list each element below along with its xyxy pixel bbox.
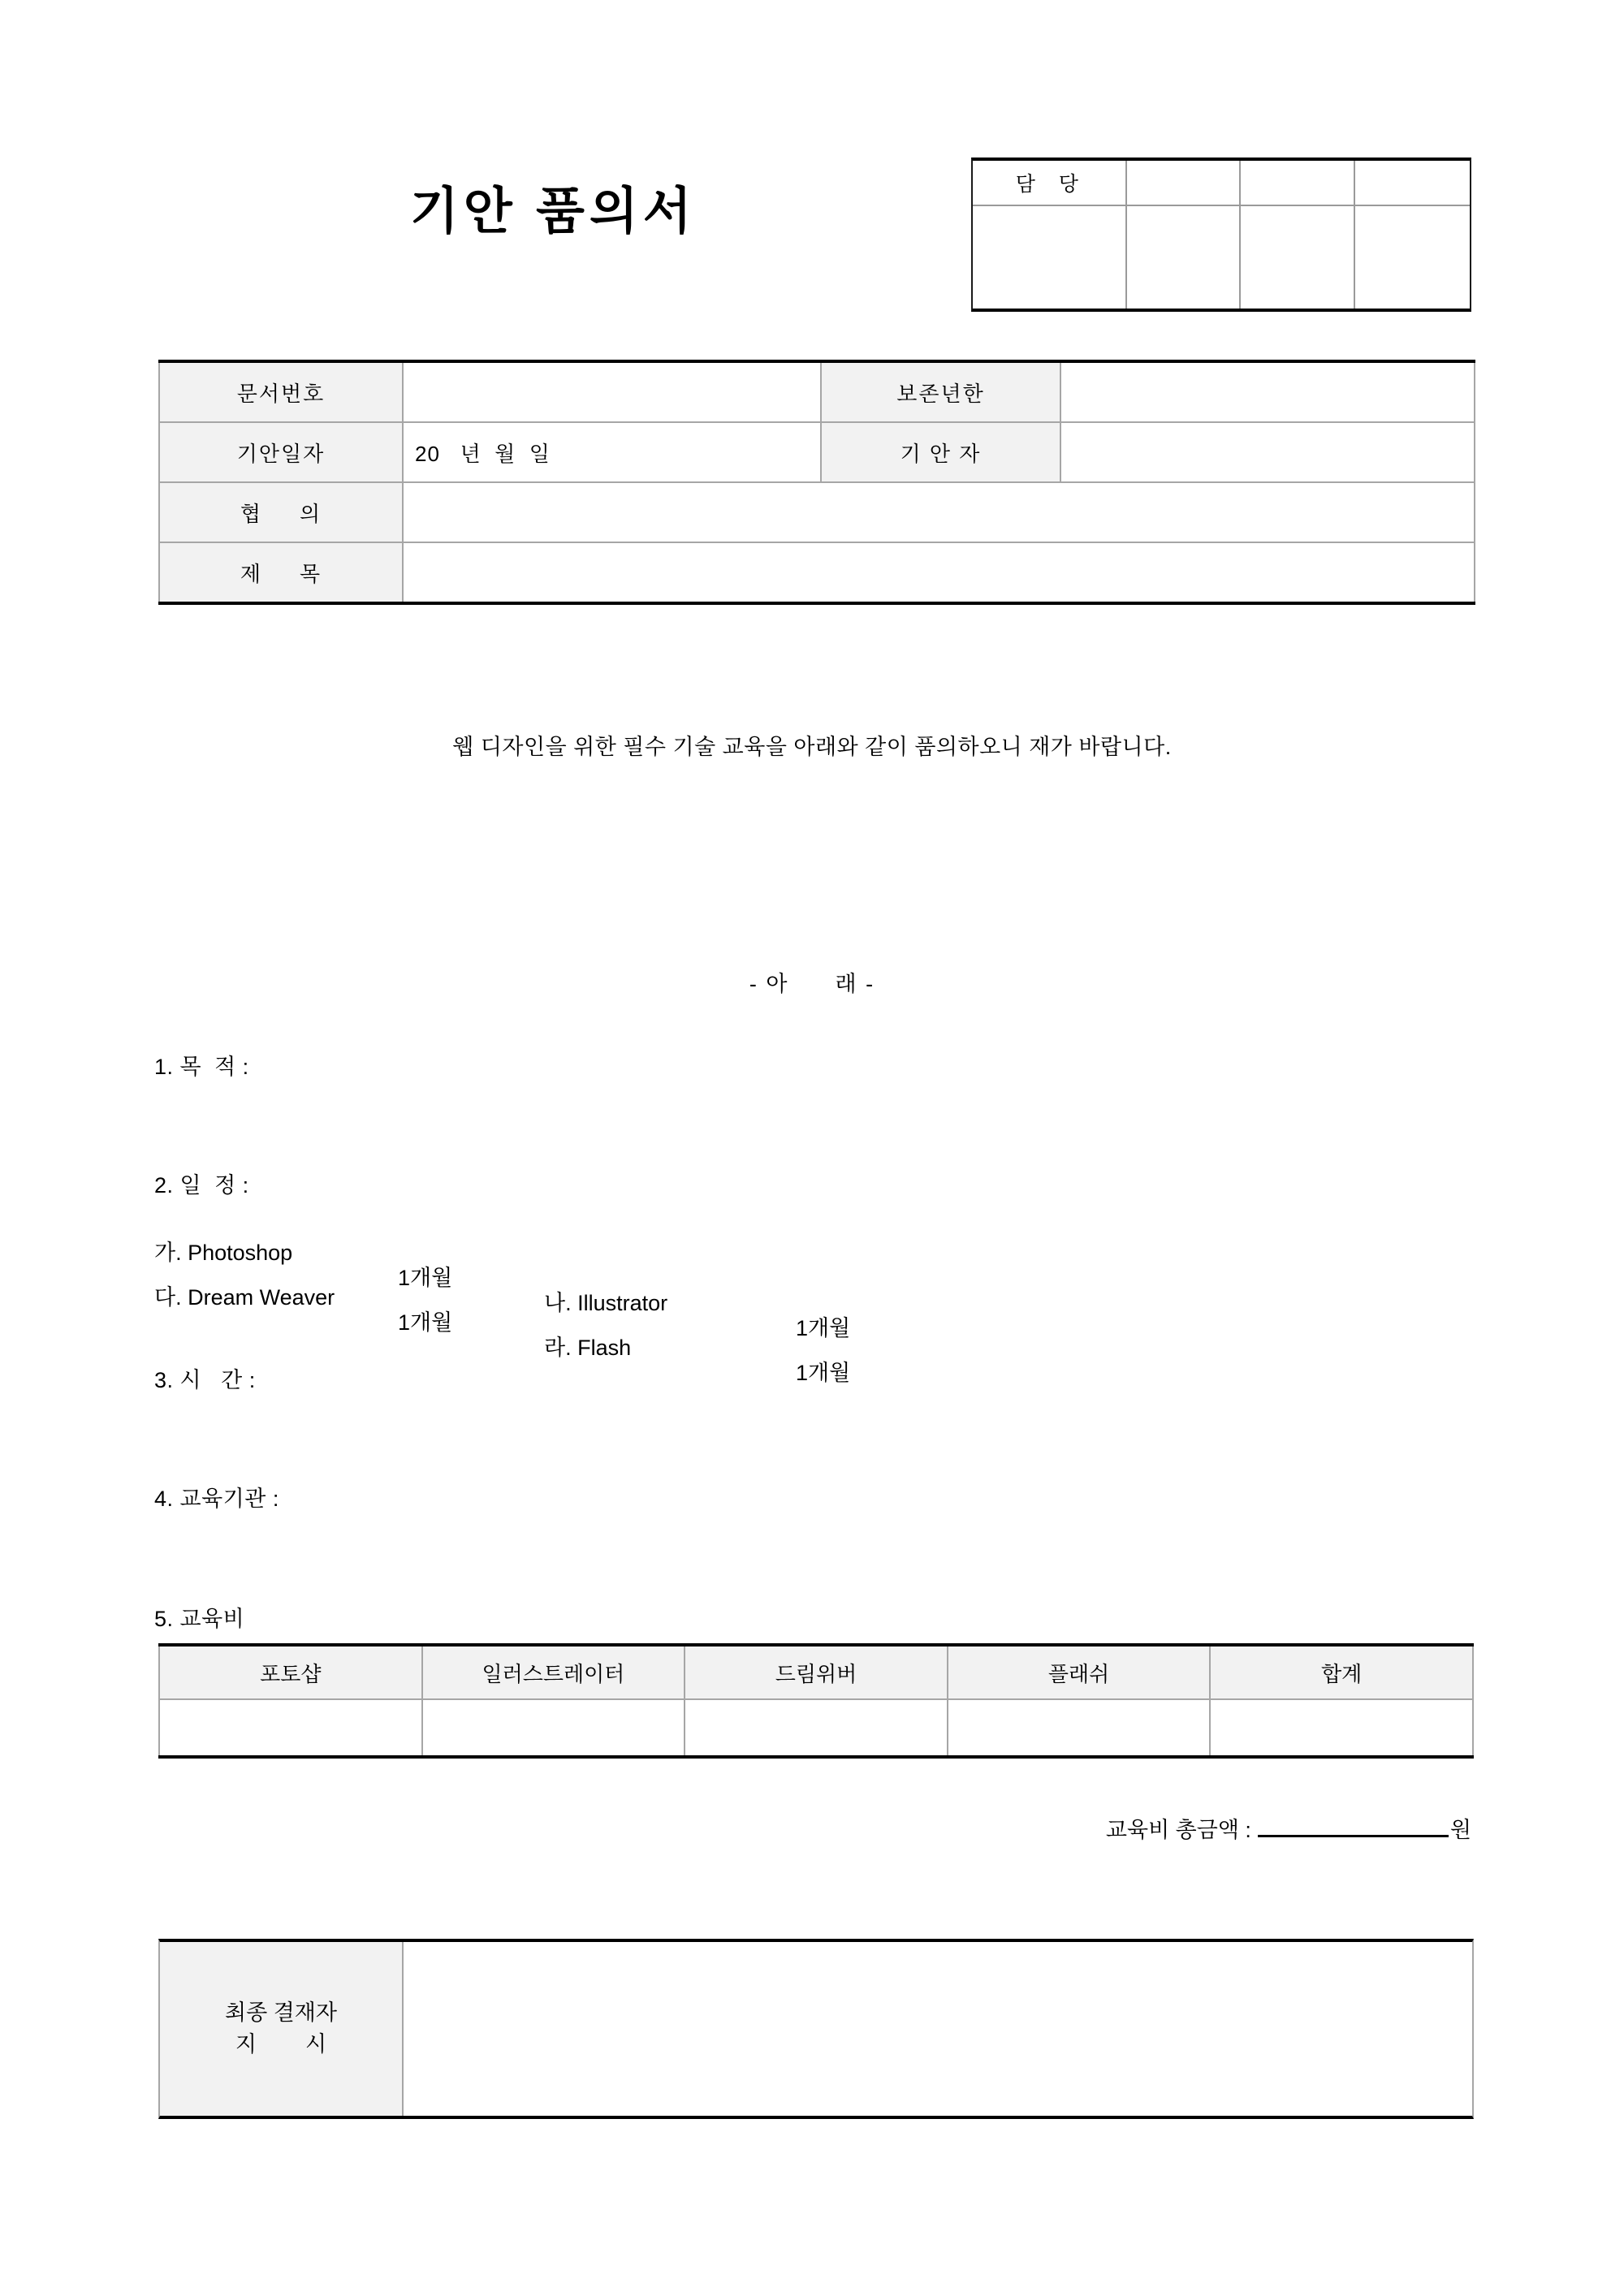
section-training-fee: 5. 교육비 — [154, 1607, 245, 1631]
field-document-number[interactable] — [403, 361, 821, 422]
schedule-item-flash-label: 라. Flash — [544, 1336, 632, 1360]
fee-header-photoshop: 포토샵 — [159, 1645, 422, 1699]
document-info-table — [158, 360, 1475, 605]
table-row — [159, 482, 1475, 542]
approval-signature-row — [973, 206, 1470, 309]
schedule-item-dreamweaver-label: 다. Dream Weaver — [154, 1285, 335, 1310]
fee-header-flash: 플래쉬 — [948, 1645, 1211, 1699]
intro-paragraph: 웹 디자인을 위한 필수 기술 교육을 아래와 같이 품의하오니 재가 바랍니다. — [452, 735, 1172, 759]
schedule-item-photoshop-duration: 1개월 — [398, 1266, 453, 1290]
label-subject: 제 목 — [159, 542, 403, 603]
fee-header-total: 합계 — [1210, 1645, 1473, 1699]
approval-header-cell-2 — [1127, 161, 1242, 205]
schedule-item-illustrator-label: 나. Illustrator — [544, 1291, 668, 1315]
fee-value-dreamweaver[interactable] — [685, 1699, 948, 1757]
fee-value-total[interactable] — [1210, 1699, 1473, 1757]
label-drafter: 기 안 자 — [821, 422, 1060, 482]
field-retention-period[interactable] — [1060, 361, 1475, 422]
field-consultation[interactable] — [403, 482, 1475, 542]
final-directive-box — [158, 1939, 1474, 2119]
fee-header-dreamweaver: 드림위버 — [685, 1645, 948, 1699]
approval-header-cell-4 — [1355, 161, 1470, 205]
schedule-item-photoshop-label: 가. Photoshop — [154, 1241, 293, 1265]
training-fee-table — [158, 1643, 1474, 1759]
table-row — [159, 361, 1475, 422]
total-amount-label: 교육비 총금액 : — [1105, 1818, 1251, 1842]
fee-value-photoshop[interactable] — [159, 1699, 422, 1757]
section-time: 3. 시 간 : — [154, 1368, 256, 1392]
total-amount-line — [1106, 1812, 1471, 1844]
label-document-number: 문서번호 — [159, 361, 403, 422]
section-purpose: 1. 목 적 : — [154, 1055, 249, 1079]
total-amount-input[interactable] — [1258, 1814, 1449, 1837]
final-directive-label — [160, 1942, 404, 2116]
label-retention-period: 보존년한 — [821, 361, 1060, 422]
schedule-item-illustrator-duration: 1개월 — [796, 1316, 851, 1340]
field-draft-date[interactable]: 20 년 월 일 — [403, 422, 821, 482]
final-directive-label-line1: 최종 결재자 — [225, 2000, 337, 2025]
approval-signature-cell-3[interactable] — [1241, 206, 1355, 309]
approval-header-cell-3 — [1241, 161, 1355, 205]
table-row — [159, 542, 1475, 603]
approval-stamp-box — [971, 158, 1471, 312]
fee-value-flash[interactable] — [948, 1699, 1211, 1757]
table-row — [159, 1699, 1473, 1757]
approval-signature-cell-1[interactable] — [973, 206, 1127, 309]
schedule-item-flash-duration: 1개월 — [796, 1361, 851, 1385]
table-header-row — [159, 1645, 1473, 1699]
section-institution: 4. 교육기관 : — [154, 1487, 279, 1511]
page-title: 기안 품의서 — [410, 183, 697, 240]
label-consultation: 협 의 — [159, 482, 403, 542]
fee-value-illustrator[interactable] — [422, 1699, 685, 1757]
total-amount-unit: 원 — [1449, 1818, 1471, 1842]
approval-header-row — [973, 161, 1470, 206]
schedule-item-dreamweaver-duration: 1개월 — [398, 1310, 453, 1335]
below-marker: - 아 래 - — [749, 972, 875, 996]
field-subject[interactable] — [403, 542, 1475, 603]
section-schedule: 2. 일 정 : — [154, 1173, 249, 1198]
table-row — [159, 422, 1475, 482]
approval-signature-cell-2[interactable] — [1127, 206, 1242, 309]
final-directive-field[interactable] — [404, 1942, 1472, 2116]
label-draft-date: 기안일자 — [159, 422, 403, 482]
approval-header-cell-damdang: 담 당 — [973, 161, 1127, 205]
field-drafter[interactable] — [1060, 422, 1475, 482]
fee-header-illustrator: 일러스트레이터 — [422, 1645, 685, 1699]
final-directive-label-line2: 지 시 — [235, 2032, 327, 2056]
approval-signature-cell-4[interactable] — [1355, 206, 1470, 309]
